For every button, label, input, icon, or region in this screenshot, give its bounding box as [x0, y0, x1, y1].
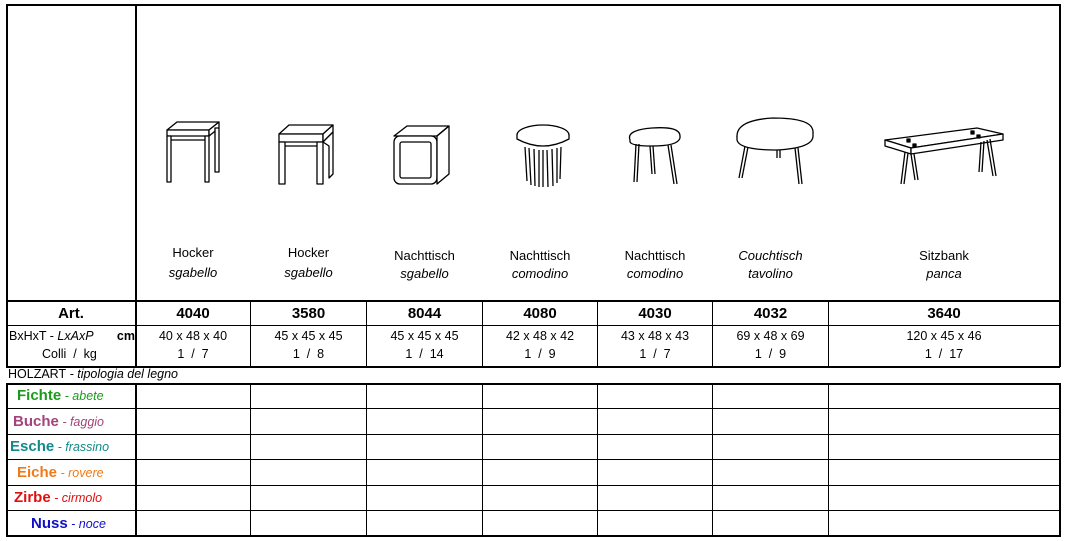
product-name-de: Nachttisch	[624, 248, 686, 263]
coffee-table-icon	[733, 116, 823, 186]
stool-icon	[159, 118, 229, 188]
wood-label-buche	[13, 413, 104, 431]
wood-name-de: Zirbe	[14, 489, 51, 506]
art-number: 3640	[927, 305, 961, 322]
dimensions-label-italic: LxAxP	[57, 329, 94, 343]
wood-name-it: - noce	[67, 517, 106, 531]
wood-name-it: - abete	[61, 389, 104, 403]
product-name-it: sgabello	[284, 265, 333, 280]
product-name-de: Sitzbank	[919, 248, 969, 263]
art-label: Art.	[58, 305, 84, 322]
art-number: 4040	[176, 305, 210, 322]
wood-col-divider	[135, 383, 137, 537]
wood-label-eiche	[17, 464, 104, 482]
product-name-it: sgabello	[400, 266, 449, 281]
wood-row-divider	[6, 408, 1060, 409]
art-number: 4080	[523, 305, 557, 322]
wood-name-it: - faggio	[58, 415, 105, 429]
triangle-table-icon	[622, 124, 692, 194]
round-table-icon	[507, 123, 577, 193]
dimensions-value: 69 x 48 x 69	[736, 329, 805, 343]
product-name-it: comodino	[626, 266, 684, 281]
product-name-de: Hocker	[287, 245, 330, 260]
wood-col-divider	[250, 383, 251, 537]
wood-name-de: Eiche	[17, 464, 58, 481]
wood-col-divider	[712, 383, 713, 537]
wood-table-left	[6, 383, 8, 537]
dimensions-value: 42 x 48 x 42	[505, 329, 575, 343]
wood-name-de: Fichte	[17, 387, 62, 404]
wood-name-it: - cirmolo	[50, 491, 103, 505]
dimensions-value: 45 x 45 x 45	[274, 329, 343, 343]
wood-label-nuss	[31, 515, 106, 533]
colli-label: Colli / kg	[42, 347, 97, 361]
colli-value: 1 / 7	[177, 347, 209, 361]
wood-label-esche	[10, 438, 109, 456]
product-name-de: Nachttisch	[394, 248, 455, 263]
dimensions-label-prefix: BxHxT -	[9, 329, 54, 343]
dimensions-value: 40 x 48 x 40	[158, 329, 228, 343]
colli-value: 1 / 8	[292, 347, 325, 361]
colli-value: 1 / 9	[754, 347, 787, 361]
dimensions-value: 43 x 48 x 43	[620, 329, 690, 343]
wood-col-divider	[366, 383, 367, 537]
holzart-title: HOLZART	[8, 367, 67, 381]
holzart-heading	[8, 367, 178, 381]
wood-row-divider	[6, 434, 1060, 435]
art-number: 3580	[291, 305, 326, 322]
row-divider-art	[6, 325, 1060, 326]
wood-label-zirbe	[14, 489, 102, 507]
product-name-de: Hocker	[172, 245, 214, 260]
wood-name-de: Nuss	[31, 515, 68, 532]
wood-col-divider	[482, 383, 483, 537]
product-name-it: sgabello	[168, 265, 218, 280]
wood-col-divider	[597, 383, 598, 537]
wood-col-divider	[828, 383, 829, 537]
dimensions-label	[9, 329, 135, 343]
wood-name-de: Buche	[13, 413, 59, 430]
table-border-right	[1059, 4, 1061, 367]
product-name-it: tavolino	[748, 266, 793, 281]
art-number: 4032	[753, 305, 788, 322]
wood-row-divider	[6, 485, 1060, 486]
product-name-de: Couchtisch	[738, 248, 803, 263]
holzart-subtitle: - tipologia del legno	[66, 367, 179, 381]
wood-row-divider	[6, 459, 1060, 460]
dimensions-value: 120 x 45 x 46	[906, 329, 982, 343]
row-divider-header	[6, 300, 1060, 302]
colli-value: 1 / 7	[639, 347, 671, 361]
wood-name-de: Esche	[10, 438, 55, 455]
wood-row-divider	[6, 510, 1060, 511]
wood-table-bottom	[6, 535, 1060, 537]
colli-value: 1 / 14	[405, 347, 444, 361]
product-name-de: Nachttisch	[509, 248, 571, 263]
dimensions-label-unit: cm	[116, 329, 135, 343]
bench-icon	[881, 124, 1011, 194]
colli-value: 1 / 9	[524, 347, 556, 361]
product-name-it: comodino	[511, 266, 569, 281]
open-box-icon	[391, 122, 461, 192]
wood-table-right	[1059, 383, 1061, 537]
dimensions-value: 45 x 45 x 45	[390, 329, 459, 343]
colli-value: 1 / 17	[924, 347, 964, 361]
wood-label-fichte	[17, 387, 104, 405]
art-number: 8044	[407, 305, 442, 322]
wood-table-top	[6, 383, 1060, 385]
cube-stool-icon	[275, 122, 345, 192]
wood-name-it: - rovere	[57, 466, 104, 480]
product-name-it: panca	[926, 266, 962, 281]
wood-name-it: - frassino	[54, 440, 110, 454]
table-border-top	[6, 4, 1060, 6]
art-number: 4030	[638, 305, 672, 322]
